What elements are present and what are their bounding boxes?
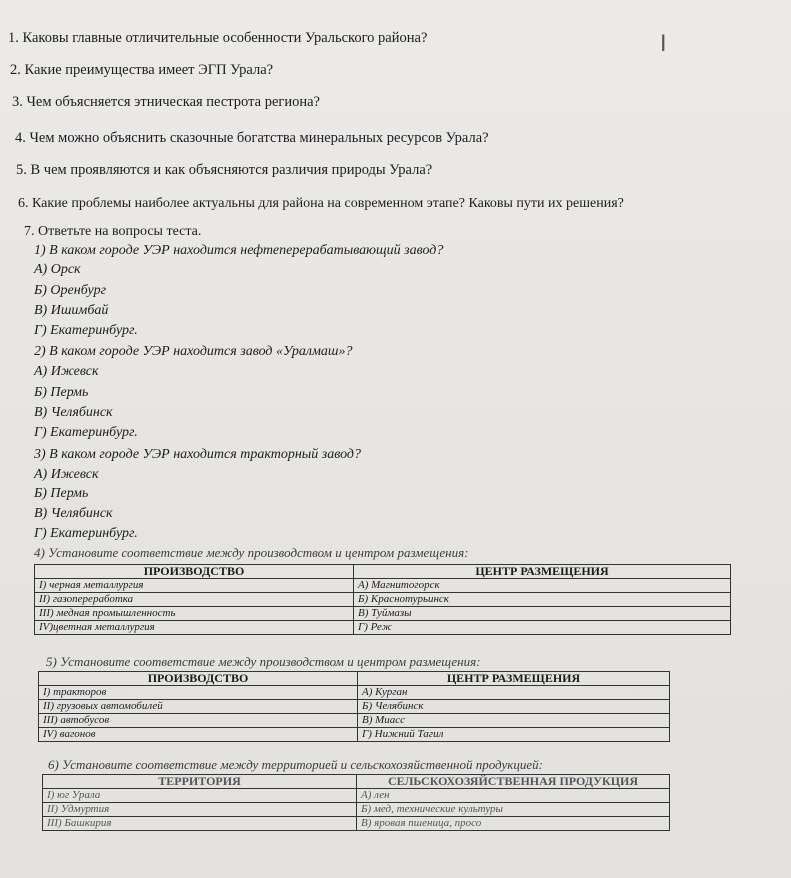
test-question-1: 1) В каком городе УЭР находится нефтеперерабатывающий завод? [34, 243, 444, 258]
test-q2-option-b: Б) Пермь [34, 385, 89, 400]
table-row [39, 686, 670, 700]
table-cell: Б) мед, технические культуры [357, 803, 670, 817]
table-row [35, 621, 731, 635]
question-4: 4. Чем можно объяснить сказочные богатства минеральных ресурсов Урала? [15, 130, 489, 146]
table-cell: Г) Нижний Тагил [358, 728, 670, 742]
question-3: 3. Чем объясняется этническая пестрота региона? [12, 94, 320, 110]
table-cell: IV) вагонов [39, 728, 358, 742]
test-q1-option-a: А) Орск [34, 262, 81, 277]
table-row [35, 607, 731, 621]
question-6: 6. Какие проблемы наиболее актуальны для района на современном этапе? Каковы пути их решения? [18, 196, 624, 211]
table-row [35, 579, 731, 593]
table-1-header-production: ПРОИЗВОДСТВО [35, 565, 354, 579]
test-q1-option-c: В) Ишимбай [34, 303, 109, 318]
table-cell: III) Башкирия [43, 817, 357, 831]
table-row [35, 593, 731, 607]
test-q2-option-a: А) Ижевск [34, 364, 99, 379]
test-q3-option-a: А) Ижевск [34, 467, 99, 482]
test-question-2: 2) В каком городе УЭР находится завод «Уралмаш»? [34, 344, 353, 359]
table-cell: I) юг Урала [43, 789, 357, 803]
table-cell: I) черная металлургия [35, 579, 354, 593]
question-7: 7. Ответьте на вопросы теста. [24, 224, 202, 239]
test-question-3: 3) В каком городе УЭР находится тракторный завод? [34, 447, 362, 462]
table-row [39, 700, 670, 714]
question-2: 2. Какие преимущества имеет ЭГП Урала? [10, 62, 274, 78]
table-cell: II) Удмуртия [43, 803, 357, 817]
table-2-header-center: ЦЕНТР РАЗМЕЩЕНИЯ [358, 672, 670, 686]
table-cell: I) тракторов [39, 686, 358, 700]
question-5: 5. В чем проявляются и как объясняются различия природы Урала? [16, 162, 433, 178]
table-cell: Б) Челябинск [358, 700, 670, 714]
test-q1-option-b: Б) Оренбург [34, 283, 107, 298]
table-row [39, 728, 670, 742]
table-cell: III) автобусов [39, 714, 358, 728]
table-row [43, 803, 670, 817]
table-2-header-production: ПРОИЗВОДСТВО [39, 672, 358, 686]
table-row [43, 817, 670, 831]
table-3-header-product: СЕЛЬСКОХОЗЯЙСТВЕННАЯ ПРОДУКЦИЯ [357, 775, 670, 789]
table-cell: В) яровая пшеница, просо [357, 817, 670, 831]
test-q1-option-d: Г) Екатеринбург. [34, 323, 138, 338]
test-question-6: 6) Установите соответствие между территорией и сельскохозяйственной продукцией: [48, 757, 543, 772]
table-row [43, 789, 670, 803]
table-cell: В) Миасс [358, 714, 670, 728]
matching-table-3 [42, 774, 670, 831]
test-q3-option-c: В) Челябинск [34, 506, 113, 521]
table-3-header-territory: ТЕРРИТОРИЯ [43, 775, 357, 789]
table-cell: II) грузовых автомобилей [39, 700, 358, 714]
test-question-4: 4) Установите соответствие между производством и центром размещения: [34, 545, 469, 560]
table-1-header-center: ЦЕНТР РАЗМЕЩЕНИЯ [354, 565, 731, 579]
table-cell: II) газопереработка [35, 593, 354, 607]
table-cell: IV)цветная металлургия [35, 621, 354, 635]
table-cell: Г) Реж [354, 621, 731, 635]
table-cell: III) медная промышленность [35, 607, 354, 621]
table-row [39, 714, 670, 728]
test-question-5: 5) Установите соответствие между производством и центром размещения: [46, 654, 481, 669]
table-cell: А) Курган [358, 686, 670, 700]
matching-table-1 [34, 564, 731, 635]
text-cursor-icon: I [660, 32, 667, 57]
question-1: 1. Каковы главные отличительные особенности Уральского района? [8, 30, 428, 46]
test-q2-option-c: В) Челябинск [34, 405, 113, 420]
test-q2-option-d: Г) Екатеринбург. [34, 425, 138, 440]
test-q3-option-d: Г) Екатеринбург. [34, 526, 138, 541]
table-cell: Б) Краснотурьинск [354, 593, 731, 607]
matching-table-2 [38, 671, 670, 742]
table-cell: А) Магнитогорск [354, 579, 731, 593]
table-cell: А) лен [357, 789, 670, 803]
table-cell: В) Туймазы [354, 607, 731, 621]
test-q3-option-b: Б) Пермь [34, 486, 89, 501]
